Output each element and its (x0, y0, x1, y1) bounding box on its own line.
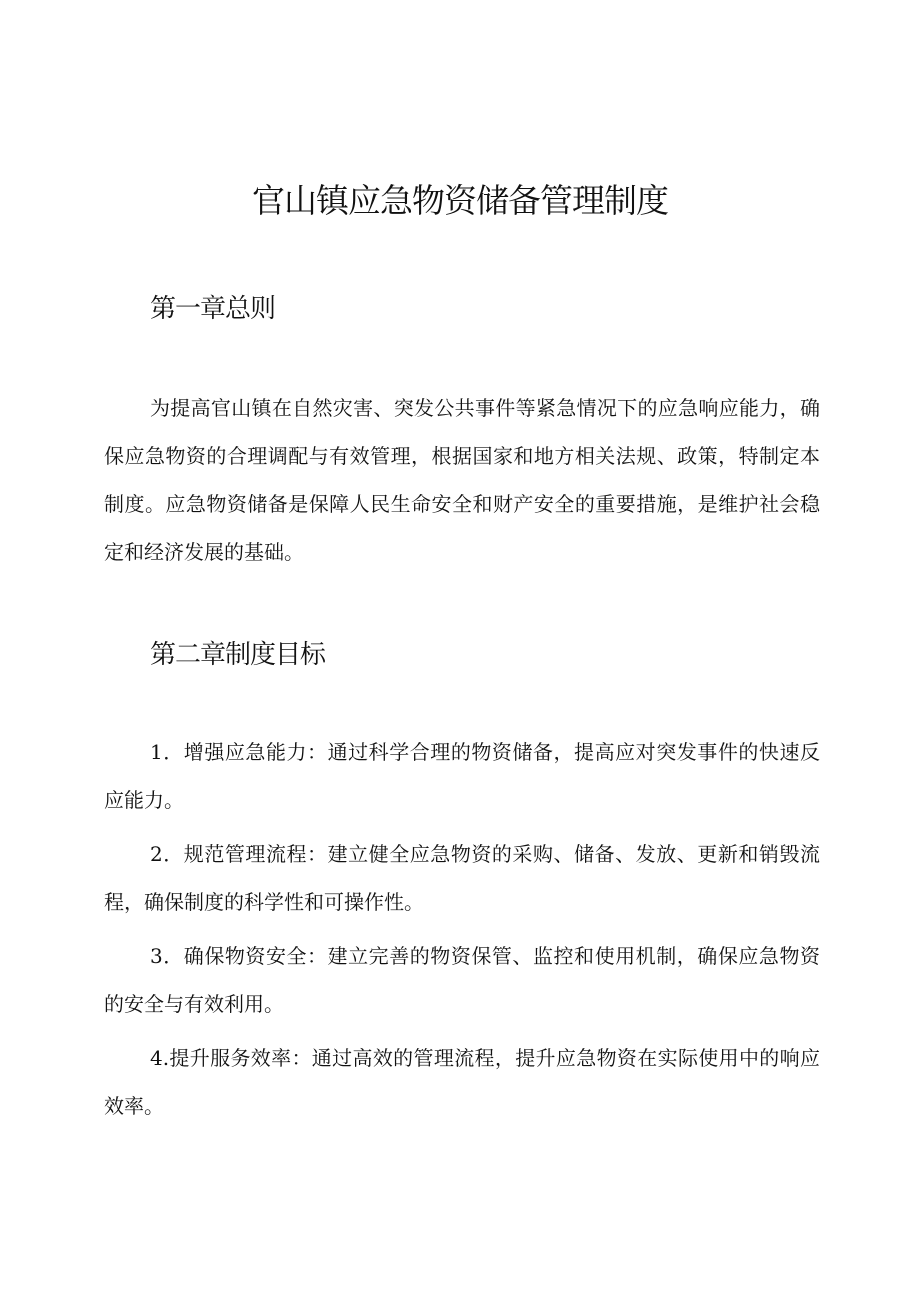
objectives-list (104, 728, 820, 1136)
objective-item: 1．增强应急能力：通过科学合理的物资储备，提高应对突发事件的快速反应能力。 (104, 740, 820, 812)
chapter-general-paragraph: 为提高官山镇在自然灾害、突发公共事件等紧急情况下的应急响应能力，确保应急物资的合理调配与有效管理，根据国家和地方相关法规、政策，特制定本制度。应急物资储备是保障人民生命安全和财产安全的重要措施，是维护社会稳定和经济发展的基础。 (104, 396, 820, 564)
objective-item: 3．确保物资安全：建立完善的物资保管、监控和使用机制，确保应急物资的安全与有效利用。 (104, 944, 820, 1016)
chapter-heading-objectives: 第二章制度目标 (150, 640, 326, 670)
objective-item: 2．规范管理流程：建立健全应急物资的采购、储备、发放、更新和销毁流程，确保制度的科学性和可操作性。 (104, 842, 820, 914)
chapter-heading-general: 第一章总则 (150, 294, 276, 324)
objective-item: 4.提升服务效率：通过高效的管理流程，提升应急物资在实际使用中的响应效率。 (104, 1046, 820, 1118)
document-title: 官山镇应急物资储备管理制度 (252, 181, 668, 220)
